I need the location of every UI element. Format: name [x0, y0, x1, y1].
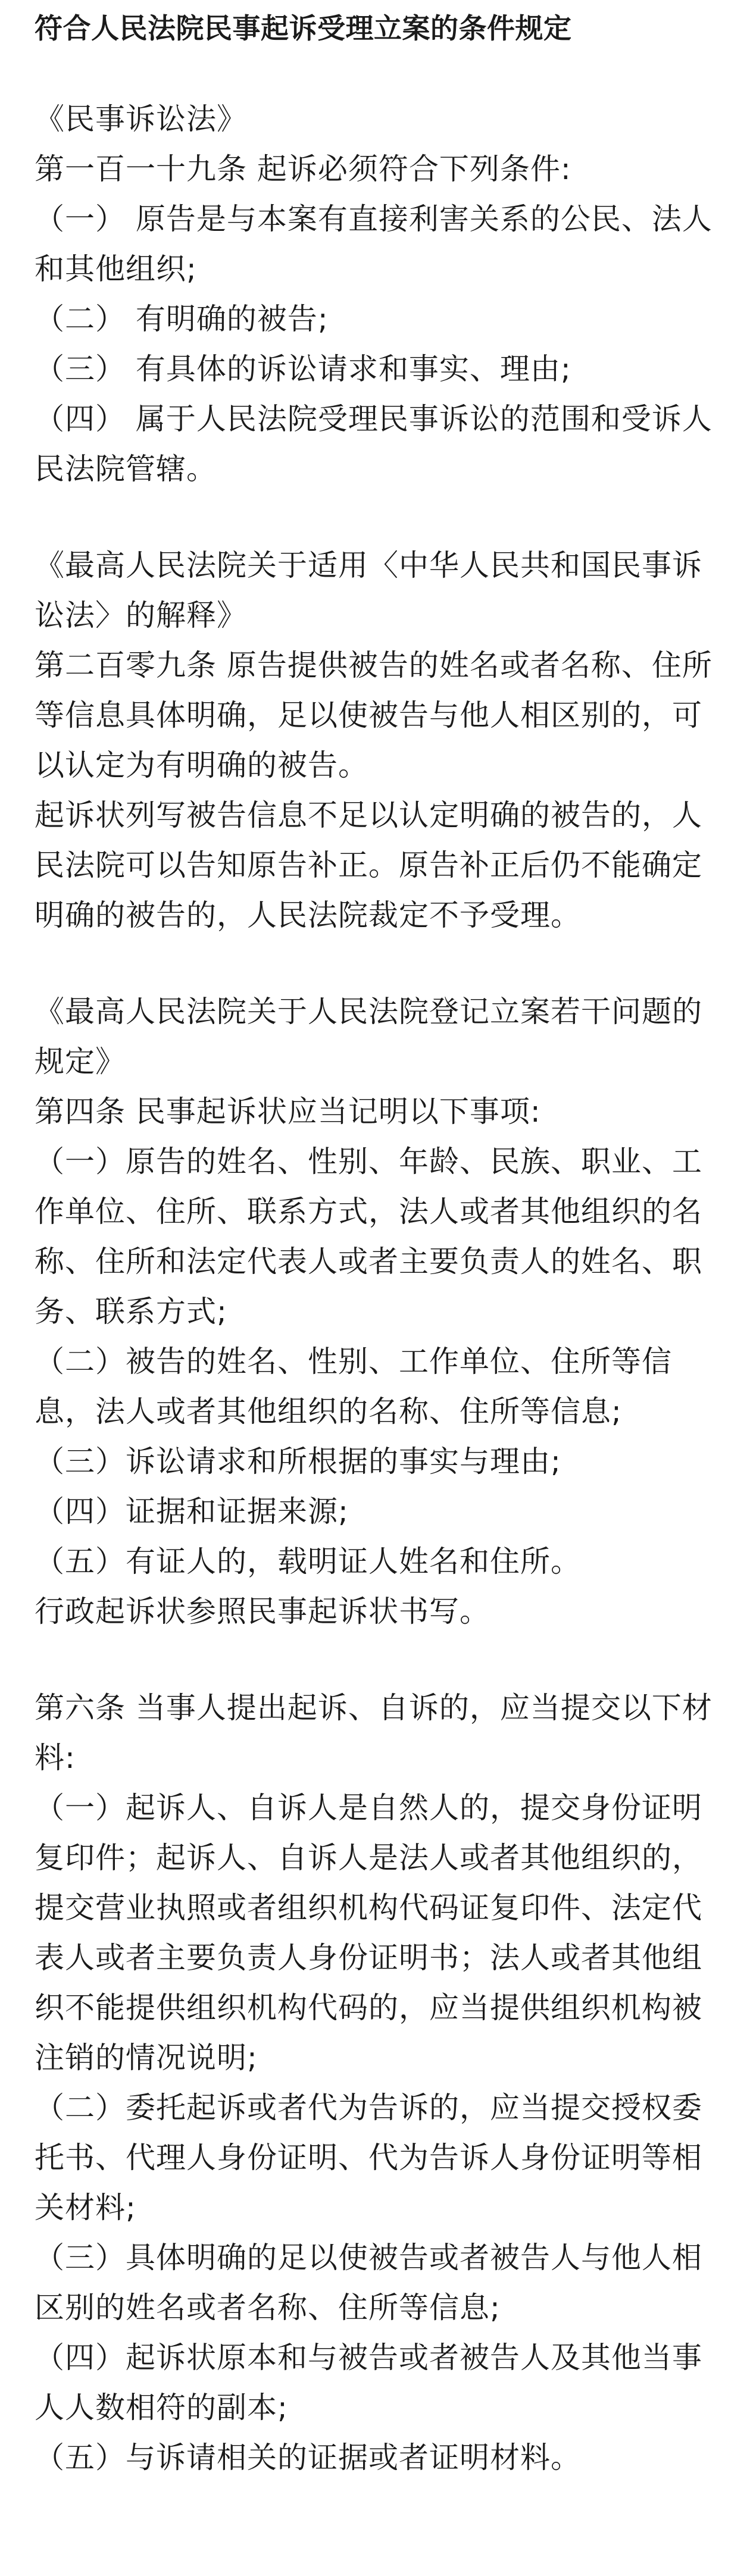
text-line: 讼法〉的解释》 [35, 598, 247, 633]
text-line: 料: [35, 1741, 76, 1775]
text-line: （一）起诉人、自诉人是自然人的，提交身份证明 [35, 1791, 702, 1825]
text-block [35, 987, 717, 1636]
text-line: 规定》 [35, 1044, 126, 1079]
text-line: 《民事诉讼法》 [35, 102, 247, 136]
text-block [35, 540, 717, 940]
text-line: 关材料; [35, 2190, 136, 2225]
text-line: 提交营业执照或者组织机构代码证复印件、法定代 [35, 1890, 702, 1925]
document-title: 符合人民法院民事起诉受理立案的条件规定 [35, 12, 572, 45]
text-line: 表人或者主要负责人身份证明书；法人或者其他组 [35, 1940, 702, 1975]
text-line: （二）委托起诉或者代为告诉的，应当提交授权委 [35, 2090, 702, 2125]
text-line: 《最高人民法院关于适用〈中华人民共和国民事诉 [35, 548, 702, 583]
text-line: 区别的姓名或者名称、住所等信息; [35, 2290, 501, 2325]
text-line: 人人数相符的副本; [35, 2390, 288, 2425]
text-line: 《最高人民法院关于人民法院登记立案若干问题的 [35, 994, 702, 1029]
text-line: （三） 有具体的诉讼请求和事实、理由; [35, 352, 571, 386]
text-line: 注销的情况说明; [35, 2040, 258, 2075]
text-line: （五）与诉请相关的证据或者证明材料。 [35, 2440, 581, 2475]
document-body [35, 94, 717, 2483]
text-line: 第六条 当事人提出起诉、自诉的，应当提交以下材 [35, 1691, 712, 1725]
text-line: 作单位、住所、联系方式，法人或者其他组织的名 [35, 1194, 702, 1229]
text-line: （五）有证人的，载明证人姓名和住所。 [35, 1544, 581, 1579]
text-line: 等信息具体明确，足以使被告与他人相区别的，可 [35, 698, 702, 733]
text-line: 和其他组织; [35, 252, 197, 286]
text-line: 以认定为有明确的被告。 [35, 748, 368, 782]
text-line: 称、住所和法定代表人或者主要负责人的姓名、职 [35, 1244, 702, 1279]
text-line: （四）证据和证据来源; [35, 1494, 349, 1529]
text-line: 民法院管辖。 [35, 452, 217, 486]
text-line: 复印件；起诉人、自诉人是法人或者其他组织的， [35, 1841, 702, 1875]
text-line: 第一百一十九条 起诉必须符合下列条件: [35, 152, 571, 186]
text-line: （二）被告的姓名、性别、工作单位、住所等信 [35, 1344, 672, 1379]
text-line: （三）具体明确的足以使被告或者被告人与他人相 [35, 2240, 702, 2275]
text-line: （一）原告的姓名、性别、年龄、民族、职业、工 [35, 1144, 702, 1179]
text-line: 托书、代理人身份证明、代为告诉人身份证明等相 [35, 2140, 702, 2175]
text-line: （一） 原告是与本案有直接利害关系的公民、法人 [35, 202, 712, 236]
text-block [35, 1683, 717, 2483]
text-line: （四）起诉状原本和与被告或者被告人及其他当事 [35, 2340, 702, 2375]
text-block [35, 94, 717, 494]
text-line: 息，法人或者其他组织的名称、住所等信息; [35, 1394, 622, 1429]
text-line: （二） 有明确的被告; [35, 302, 329, 336]
text-line: 织不能提供组织机构代码的，应当提供组织机构被 [35, 1990, 702, 2025]
text-line: 起诉状列写被告信息不足以认定明确的被告的，人 [35, 798, 702, 832]
text-line: 务、联系方式; [35, 1294, 227, 1329]
text-line: 行政起诉状参照民事起诉状书写。 [35, 1594, 490, 1629]
text-line: 民法院可以告知原告补正。原告补正后仍不能确定 [35, 848, 702, 882]
text-line: 明确的被告的，人民法院裁定不予受理。 [35, 898, 581, 932]
text-line: （三）诉讼请求和所根据的事实与理由; [35, 1444, 561, 1479]
text-line: 第二百零九条 原告提供被告的姓名或者名称、住所 [35, 648, 712, 683]
text-line: 第四条 民事起诉状应当记明以下事项: [35, 1094, 541, 1129]
text-line: （四） 属于人民法院受理民事诉讼的范围和受诉人 [35, 402, 712, 436]
